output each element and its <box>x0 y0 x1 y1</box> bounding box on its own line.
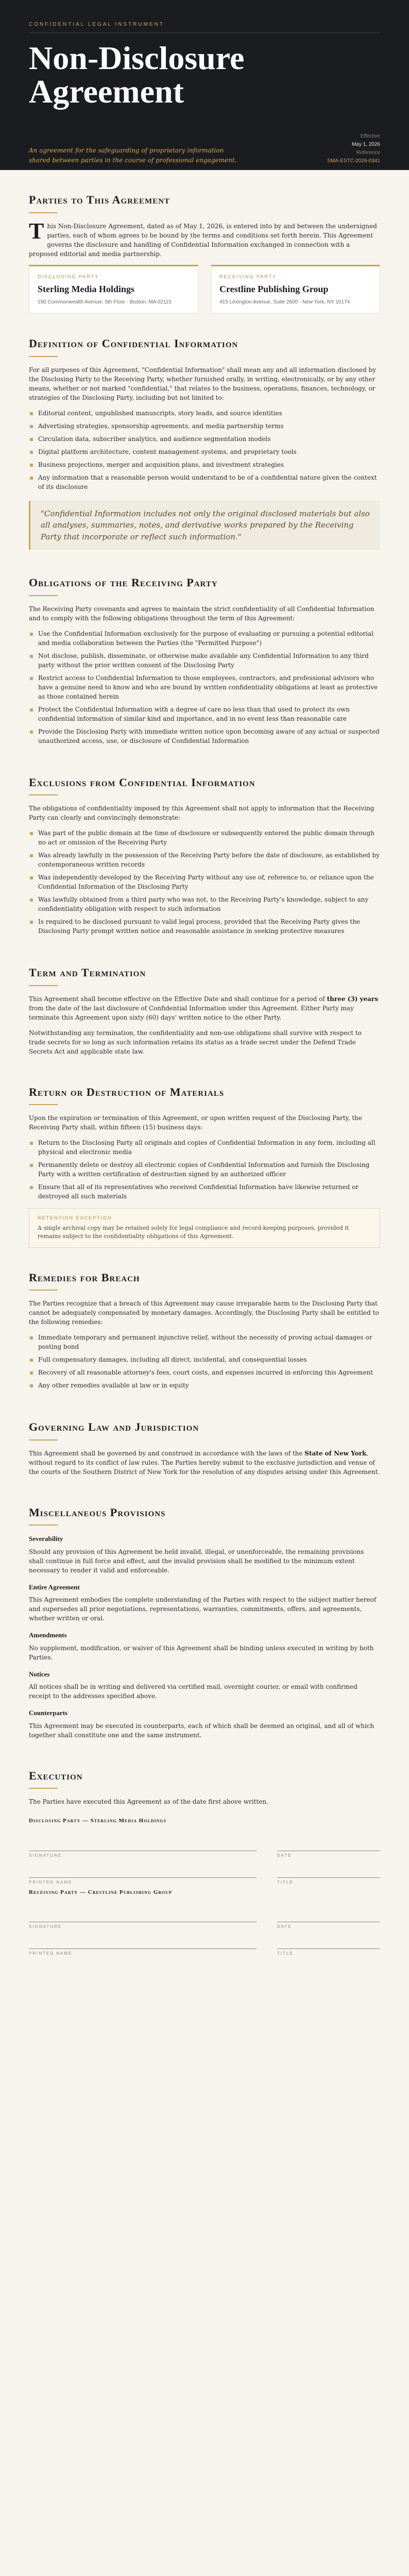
disclosing-party-card <box>29 265 198 314</box>
document-body <box>0 170 409 1956</box>
list-item: Was lawfully obtained from a third party who was not, to the Receiving Party's knowledge, subject to any confidentiality obligation with respect to such information <box>29 895 380 913</box>
field-label: TITLE <box>277 1951 294 1956</box>
list-item: Digital platform architecture, content management systems, and proprietary tools <box>29 447 380 456</box>
document-title: Non-Disclosure Agreement <box>29 40 245 110</box>
execution-intro: The Parties have executed this Agreement as of the date first above written. <box>29 1798 268 1805</box>
section-rule <box>29 1439 58 1440</box>
list-item: Full compensatory damages, including all direct, incidental, and consequential losses <box>29 1355 380 1364</box>
document-header <box>0 0 409 170</box>
section-heading: Exclusions from Confidential Information <box>29 775 255 789</box>
title-line[interactable] <box>277 1931 380 1956</box>
field-label: DATE <box>277 1924 292 1929</box>
provision-title: Entire Agreement <box>29 1583 80 1591</box>
list-item: Editorial content, unpublished manuscripts, story leads, and source identities <box>29 409 380 418</box>
section-heading: Execution <box>29 1769 83 1782</box>
field-label: PRINTED NAME <box>29 1951 73 1956</box>
title-line[interactable] <box>277 1860 380 1885</box>
field-label: SIGNATURE <box>29 1924 62 1929</box>
definition-intro: For all purposes of this Agreement, "Confidential Information" shall mean any and all information disclosed by the Disclosing Party to the Receiving Party, whether furnished orally, in writing, electronically, or by any other means, whether or not marked "confidential," that relates to the business, operations, finances, technology, or strategies of the Disclosing Party, including but not limited to: <box>29 366 376 401</box>
list-item: Is required to be disclosed pursuant to valid legal process, provided that the Receiving Party gives the Disclosing Party prompt written notice and reasonable assistance in seeking protective measures <box>29 917 380 936</box>
term-duration: three (3) years <box>327 995 378 1003</box>
provision-body: No supplement, modification, or waiver of this Agreement shall be binding unless executed in writing by both Parties. <box>29 1644 374 1661</box>
section-obligations <box>29 553 380 745</box>
list-item: Any other remedies available at law or in equity <box>29 1381 380 1390</box>
receiving-party-card <box>211 265 380 314</box>
section-rule <box>29 356 58 357</box>
party-role: DISCLOSING PARTY <box>38 274 99 279</box>
list-item: Provide the Disclosing Party with immediate written notice upon becoming aware of any actual or suspected unauthorized access, use, or disclosure of Confidential Information <box>29 727 380 745</box>
reference-label: Reference <box>356 149 380 156</box>
document-meta <box>327 132 380 165</box>
signature-block-disclosing <box>29 1817 380 1885</box>
party-address: 190 Commonwealth Avenue, 5th Floor · Boston, MA 02115 <box>38 299 172 305</box>
provision-body: All notices shall be in writing and delivered via certified mail, overnight courier, or email with confirmed receipt to the addresses specified above. <box>29 1683 357 1700</box>
section-heading: Definition of Confidential Information <box>29 337 238 350</box>
signature-line[interactable] <box>29 1905 257 1929</box>
section-heading: Governing Law and Jurisdiction <box>29 1420 199 1433</box>
section-miscellaneous <box>29 1483 380 1740</box>
field-label: TITLE <box>277 1879 294 1885</box>
section-term <box>29 943 380 1056</box>
signature-line[interactable] <box>29 1834 257 1858</box>
list-item: Permanently delete or destroy all electronic copies of Confidential Information and furnish the Disclosing Party with a written certification of destruction signed by an authorized officer <box>29 1160 380 1179</box>
signature-block-heading: Receiving Party — Crestline Publishing Group <box>29 1889 172 1895</box>
date-line[interactable] <box>277 1905 380 1929</box>
party-address: 415 Lexington Avenue, Suite 2600 · New York, NY 10174 <box>219 299 350 305</box>
provision-body: This Agreement embodies the complete understanding of the Parties with respect to the subject matter hereof and supersedes all prior negotiations, representations, warranties, commitments, offers, and agreements, whether written or oral. <box>29 1596 377 1622</box>
provision-title: Amendments <box>29 1631 67 1639</box>
return-list <box>29 1138 380 1201</box>
exclusions-list <box>29 828 380 936</box>
remedies-list <box>29 1333 380 1390</box>
list-item: Return to the Disclosing Party all originals and copies of Confidential Information in any form, including all physical and electronic media <box>29 1138 380 1157</box>
provision-title: Severability <box>29 1535 63 1543</box>
obligations-intro: The Receiving Party covenants and agrees to maintain the strict confidentiality of all Confidential Information and to comply with the following obligations throughout the term of this Agreement: <box>29 605 374 622</box>
reference-number: SMA-ESTC-2026-0341 <box>327 158 380 164</box>
callout-heading: RETENTION EXCEPTION <box>38 1215 112 1221</box>
list-item: Ensure that all of its representatives who received Confidential Information have likewise returned or destroyed all such materials <box>29 1182 380 1201</box>
list-item: Protect the Confidential Information with a degree of care no less than that used to protect its own confidential information of similar kind and importance, and in no event less than reasonable care <box>29 705 380 723</box>
list-item: Not disclose, publish, disseminate, or otherwise make available any Confidential Information to any third party without the prior written consent of the Disclosing Party <box>29 651 380 670</box>
section-rule <box>29 595 58 596</box>
effective-label: Effective <box>360 133 380 139</box>
signature-row <box>29 1931 380 1956</box>
obligations-list <box>29 629 380 745</box>
list-item: Use the Confidential Information exclusively for the purpose of evaluating or pursuing a potential editorial and media collaboration between the Parties (the "Permitted Purpose") <box>29 629 380 648</box>
section-exclusions <box>29 753 380 936</box>
governing-paragraph <box>29 1449 380 1477</box>
term-paragraph <box>29 994 380 1022</box>
section-heading: Return or Destruction of Materials <box>29 1085 225 1098</box>
section-return <box>29 1062 380 1248</box>
header-bottom <box>29 132 380 165</box>
list-item: Restrict access to Confidential Information to those employees, contractors, and professional advisors who have a genuine need to know and who are bound by written confidentiality obligations at least as protective as those contained herein <box>29 673 380 701</box>
section-heading: Term and Termination <box>29 966 146 979</box>
signature-block-heading: Disclosing Party — Sterling Media Holdings <box>29 1818 167 1824</box>
term-text: from the date of the last disclosure of Confidential Information under this Agreement. Either Party may terminate this Agreement upon sixty (60) days' written notice to the other Party. <box>29 1004 354 1021</box>
section-remedies <box>29 1248 380 1391</box>
section-governing-law <box>29 1397 380 1477</box>
list-item: Circulation data, subscriber analytics, and audience segmentation models <box>29 434 380 444</box>
printed-name-line[interactable] <box>29 1860 257 1885</box>
list-item: Business projections, merger and acquisition plans, and investment strategies <box>29 460 380 469</box>
governing-state: State of New York <box>304 1449 367 1457</box>
document-subtitle: An agreement for the safeguarding of proprietary information shared between parties in the course of professional engagement. <box>29 147 237 164</box>
section-rule <box>29 1290 58 1291</box>
section-heading: Miscellaneous Provisions <box>29 1505 166 1519</box>
section-definition <box>29 314 380 550</box>
governing-text: This Agreement shall be governed by and construed in accordance with the laws of the <box>29 1449 305 1457</box>
remedies-intro: The Parties recognize that a breach of this Agreement may cause irreparable harm to the Disclosing Party that cannot be adequately compensated by monetary damages. Accordingly, the Disclosing Party shall be entitled to the following remedies: <box>29 1300 379 1326</box>
signature-row <box>29 1860 380 1885</box>
section-heading: Obligations of the Receiving Party <box>29 576 218 589</box>
list-item: Was already lawfully in the possession of the Receiving Party before the date of disclosure, as established by contemporaneous written records <box>29 851 380 869</box>
party-name: Sterling Media Holdings <box>38 284 135 294</box>
list-item: Was independently developed by the Receiving Party without any use of, reference to, or reliance upon the Confidential Information of the Disclosing Party <box>29 873 380 891</box>
definition-list <box>29 409 380 492</box>
section-rule <box>29 212 58 213</box>
section-execution <box>29 1746 380 1956</box>
governing-text: , without regard to its conflict of law rules. The Parties hereby submit to the exclusive jurisdiction and venue of the courts of the Southern District of New York for the resolution of any disputes arising under this Agreement. <box>29 1449 380 1476</box>
date-line[interactable] <box>277 1834 380 1858</box>
list-item: Was part of the public domain at the time of disclosure or subsequently entered the public domain through no act or omission of the Receiving Party <box>29 828 380 847</box>
party-role: RECEIVING PARTY <box>219 274 277 279</box>
term-survival-paragraph: Notwithstanding any termination, the confidentiality and non-use obligations shall survive with respect to trade secrets for so long as such information retains its status as a trade secret under the Defend Trade Secrets Act and applicable state law. <box>29 1029 362 1055</box>
callout-body: A single archival copy may be retained solely for legal compliance and record-keeping purposes, provided it remains subject to the confidentiality obligations of this Agreement. <box>38 1224 349 1240</box>
field-label: PRINTED NAME <box>29 1879 73 1885</box>
section-rule <box>29 1524 58 1526</box>
list-item: Advertising strategies, sponsorship agreements, and media partnership terms <box>29 421 380 431</box>
list-item: Any information that a reasonable person would understand to be of a confidential nature given the context of its disclosure <box>29 473 380 492</box>
printed-name-line[interactable] <box>29 1931 257 1956</box>
retention-callout <box>29 1208 380 1248</box>
return-intro: Upon the expiration or termination of this Agreement, or upon written request of the Disclosing Party, the Receiving Party shall, within fifteen (15) business days: <box>29 1114 363 1131</box>
term-text: This Agreement shall become effective on the Effective Date and shall continue for a period of <box>29 995 327 1003</box>
document-kicker: CONFIDENTIAL LEGAL INSTRUMENT <box>29 21 380 33</box>
signature-row <box>29 1905 380 1929</box>
signature-block-receiving <box>29 1888 380 1956</box>
effective-date: May 1, 2026 <box>351 141 380 147</box>
section-rule <box>29 1788 58 1789</box>
section-heading: Remedies for Breach <box>29 1270 140 1284</box>
parties-intro: This Non-Disclosure Agreement, dated as of May 1, 2026, is entered into by and between the undersigned parties, each of whom agrees to be bound by the terms and conditions set forth herein. This Agreement governs the disclosure and handling of Confidential Information exchanged in connection with a proposed editorial and media partnership. <box>29 218 377 258</box>
signature-row <box>29 1834 380 1858</box>
provision-title: Counterparts <box>29 1709 68 1717</box>
section-parties <box>29 170 380 314</box>
provision-body: Should any provision of this Agreement be held invalid, illegal, or unenforceable, the remaining provisions shall continue in full force and effect, and the invalid provision shall be modified to the minimum extent necessary to render it valid and enforceable. <box>29 1548 364 1574</box>
section-rule <box>29 1104 58 1105</box>
list-item: Immediate temporary and permanent injunctive relief, without the necessity of proving actual damages or posting bond <box>29 1333 380 1351</box>
definition-pull-quote: "Confidential Information includes not only the original disclosed materials but also all analyses, summaries, notes, and derivative works prepared by the Receiving Party that incorporate or reflect such information." <box>29 501 380 550</box>
party-cards <box>29 265 380 314</box>
section-rule <box>29 985 58 986</box>
provision-body: This Agreement may be executed in counterparts, each of which shall be deemed an original, and all of which together shall constitute one and the same instrument. <box>29 1722 374 1739</box>
field-label: DATE <box>277 1853 292 1858</box>
list-item: Recovery of all reasonable attorney's fees, court costs, and expenses incurred in enforcing this Agreement <box>29 1368 380 1377</box>
party-name: Crestline Publishing Group <box>219 284 329 294</box>
section-heading: Parties to This Agreement <box>29 193 170 206</box>
provision-title: Notices <box>29 1670 50 1678</box>
exclusions-intro: The obligations of confidentiality imposed by this Agreement shall not apply to information that the Receiving Party can clearly and convincingly demonstrate: <box>29 805 374 821</box>
section-rule <box>29 794 58 795</box>
field-label: SIGNATURE <box>29 1853 62 1858</box>
